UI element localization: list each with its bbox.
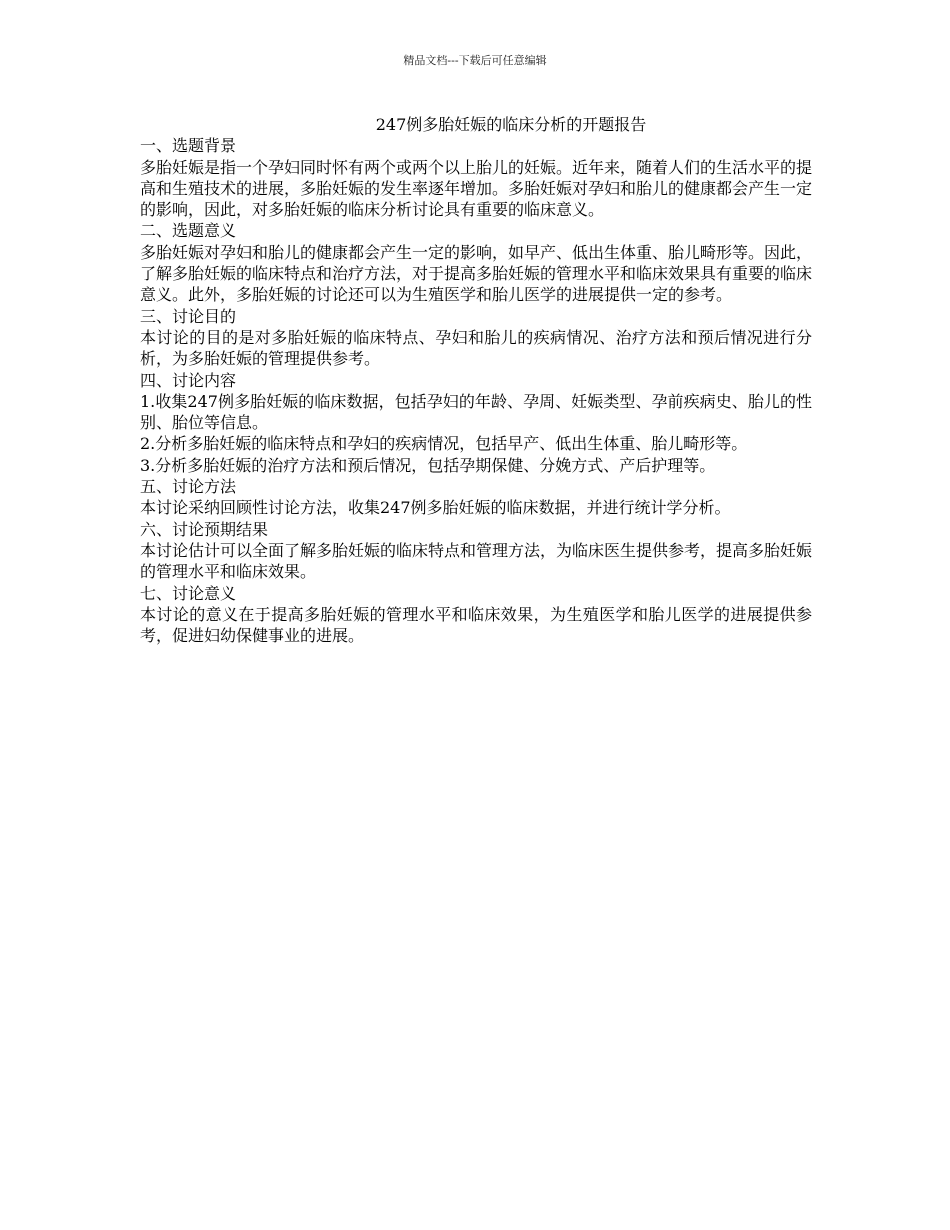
- document-body: [140, 114, 812, 646]
- section-expected-results: [140, 519, 812, 583]
- paragraph: 多胎妊娠是指一个孕妇同时怀有两个或两个以上胎儿的妊娠。近年来，随着人们的生活水平的提高和生殖技术的进展，多胎妊娠的发生率逐年增加。多胎妊娠对孕妇和胎儿的健康都会产生一定的影响，因此，对多胎妊娠的临床分析讨论具有重要的临床意义。: [140, 157, 813, 220]
- section-purpose: [140, 306, 812, 370]
- section-content: [140, 370, 812, 476]
- paragraph: 本讨论采纳回顾性讨论方法，收集247例多胎妊娠的临床数据，并进行统计学分析。: [140, 498, 731, 518]
- section-heading: 一、选题背景: [140, 136, 237, 156]
- list-item: 2.分析多胎妊娠的临床特点和孕妇的疾病情况，包括早产、低出生体重、胎儿畸形等。: [140, 434, 748, 454]
- section-method: [140, 476, 812, 519]
- section-heading: 六、讨论预期结果: [140, 519, 269, 539]
- paragraph: 本讨论的意义在于提高多胎妊娠的管理水平和临床效果，为生殖医学和胎儿医学的进展提供参考，促进妇幼保健事业的进展。: [140, 604, 812, 646]
- list-item: 1.收集247例多胎妊娠的临床数据，包括孕妇的年龄、孕周、妊娠类型、孕前疾病史、胎儿的性别、胎位等信息。: [140, 391, 812, 433]
- paragraph: 本讨论的目的是对多胎妊娠的临床特点、孕妇和胎儿的疾病情况、治疗方法和预后情况进行分析，为多胎妊娠的管理提供参考。: [140, 327, 812, 369]
- section-background: [140, 135, 812, 220]
- section-meaning: [140, 583, 812, 647]
- paragraph: 多胎妊娠对孕妇和胎儿的健康都会产生一定的影响，如早产、低出生体重、胎儿畸形等。因此，了解多胎妊娠的临床特点和治疗方法，对于提高多胎妊娠的管理水平和临床效果具有重要的临床意义。此外，多胎妊娠的讨论还可以为生殖医学和胎儿医学的进展提供一定的参考。: [140, 242, 813, 305]
- section-heading: 七、讨论意义: [140, 583, 237, 603]
- section-heading: 五、讨论方法: [140, 477, 237, 497]
- section-significance: [140, 220, 812, 305]
- document-title: 247例多胎妊娠的临床分析的开题报告: [375, 115, 647, 134]
- section-heading: 三、讨论目的: [140, 306, 237, 326]
- header-note: 精品文档---下载后可任意编辑: [403, 54, 547, 67]
- section-heading: 二、选题意义: [140, 221, 237, 241]
- section-heading: 四、讨论内容: [140, 370, 237, 390]
- list-item: 3.分析多胎妊娠的治疗方法和预后情况，包括孕期保健、分娩方式、产后护理等。: [140, 455, 716, 475]
- paragraph: 本讨论估计可以全面了解多胎妊娠的临床特点和管理方法，为临床医生提供参考，提高多胎妊娠的管理水平和临床效果。: [140, 540, 813, 582]
